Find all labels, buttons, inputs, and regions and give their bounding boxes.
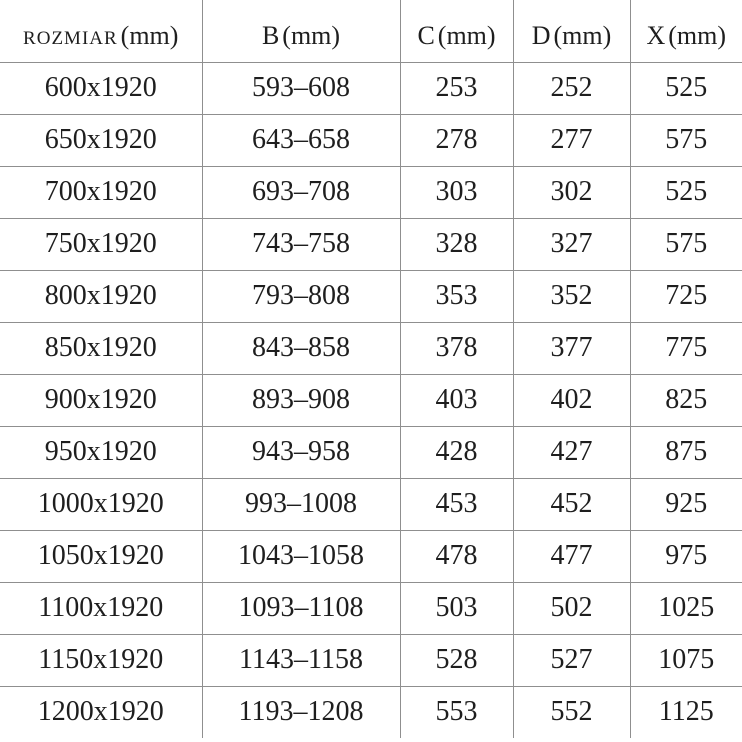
column-unit: (mm) [437,20,496,50]
table-cell: 1100x1920 [0,582,202,634]
table-cell: 875 [630,426,742,478]
column-unit: (mm) [553,20,612,50]
table-row [0,374,742,426]
table-cell: 575 [630,114,742,166]
table-cell: 643–658 [202,114,400,166]
table-cell: 725 [630,270,742,322]
column-label: ROZMIAR [23,27,118,49]
table-cell: 503 [400,582,513,634]
header-row [0,0,742,62]
table-cell: 1050x1920 [0,530,202,582]
table-cell: 452 [513,478,630,530]
header-cell-c [400,0,513,62]
table-cell: 1025 [630,582,742,634]
table-row [0,530,742,582]
table-cell: 528 [400,634,513,686]
table-row [0,634,742,686]
table-cell: 327 [513,218,630,270]
table-cell: 277 [513,114,630,166]
header-cell-rozmiar [0,0,202,62]
table-cell: 843–858 [202,322,400,374]
table-row [0,426,742,478]
table-cell: 1000x1920 [0,478,202,530]
table-cell: 993–1008 [202,478,400,530]
table-cell: 1150x1920 [0,634,202,686]
table-row [0,686,742,738]
table-cell: 278 [400,114,513,166]
table-row [0,62,742,114]
table-cell: 850x1920 [0,322,202,374]
table-cell: 1143–1158 [202,634,400,686]
table-cell: 975 [630,530,742,582]
table-cell: 427 [513,426,630,478]
table-cell: 925 [630,478,742,530]
table-cell: 1093–1108 [202,582,400,634]
table-cell: 700x1920 [0,166,202,218]
table-cell: 403 [400,374,513,426]
table-cell: 775 [630,322,742,374]
table-cell: 453 [400,478,513,530]
table-row [0,218,742,270]
table-cell: 378 [400,322,513,374]
header-cell-b [202,0,400,62]
table-cell: 353 [400,270,513,322]
table-cell: 1075 [630,634,742,686]
table-cell: 943–958 [202,426,400,478]
table-cell: 750x1920 [0,218,202,270]
table-cell: 552 [513,686,630,738]
table-cell: 693–708 [202,166,400,218]
table-cell: 950x1920 [0,426,202,478]
table-cell: 743–758 [202,218,400,270]
table-cell: 303 [400,166,513,218]
table-cell: 253 [400,62,513,114]
table-row [0,166,742,218]
table-cell: 252 [513,62,630,114]
table-cell: 1200x1920 [0,686,202,738]
column-label: D [531,20,551,50]
table-cell: 352 [513,270,630,322]
table-cell: 650x1920 [0,114,202,166]
column-label: B [261,20,280,50]
table-row [0,322,742,374]
table-cell: 302 [513,166,630,218]
table-cell: 527 [513,634,630,686]
column-unit: (mm) [282,20,341,50]
column-unit: (mm) [668,20,727,50]
table-cell: 1043–1058 [202,530,400,582]
column-label: C [417,20,435,50]
table-cell: 900x1920 [0,374,202,426]
table-cell: 402 [513,374,630,426]
table-cell: 825 [630,374,742,426]
table-cell: 328 [400,218,513,270]
table-row [0,582,742,634]
table-cell: 525 [630,166,742,218]
table-cell: 428 [400,426,513,478]
table-cell: 1193–1208 [202,686,400,738]
table-cell: 377 [513,322,630,374]
table-cell: 478 [400,530,513,582]
table-row [0,270,742,322]
table-cell: 477 [513,530,630,582]
column-unit: (mm) [120,20,179,50]
table-cell: 553 [400,686,513,738]
table-cell: 575 [630,218,742,270]
table-cell: 893–908 [202,374,400,426]
table-cell: 525 [630,62,742,114]
table-cell: 593–608 [202,62,400,114]
table-cell: 800x1920 [0,270,202,322]
header-cell-d [513,0,630,62]
table-row [0,114,742,166]
table-cell: 600x1920 [0,62,202,114]
header-cell-x [630,0,742,62]
table-cell: 1125 [630,686,742,738]
table-row [0,478,742,530]
table-cell: 793–808 [202,270,400,322]
table-cell: 502 [513,582,630,634]
table-body [0,62,742,738]
column-label: X [646,20,666,50]
